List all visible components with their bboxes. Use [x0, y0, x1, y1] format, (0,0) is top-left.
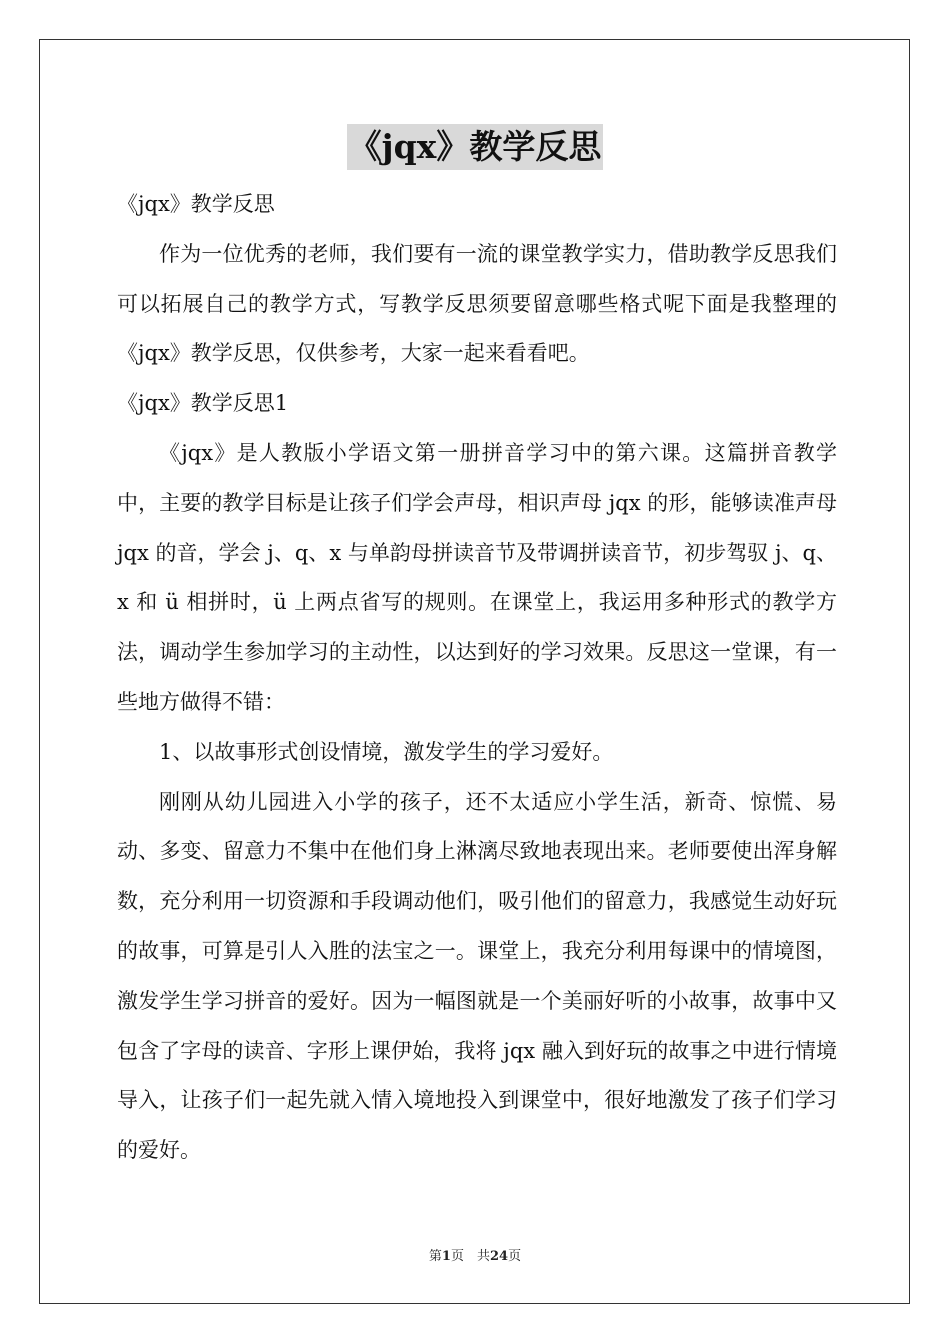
page-footer	[0, 1245, 950, 1264]
footer-mid: 页 共	[450, 1249, 490, 1264]
document-title: 《jqx》教学反思	[347, 124, 604, 170]
title-container	[0, 124, 950, 170]
body-paragraph: 1、以故事形式创设情境，激发学生的学习爱好。	[159, 739, 614, 764]
intro-paragraph: 作为一位优秀的老师，我们要有一流的课堂教学实力，借助教学反思我们可以拓展自己的教学方式，写教学反思须要留意哪些格式呢下面是我整理的《jqx》教学反思，仅供参考，大家一起来看看吧。	[117, 241, 837, 366]
body-paragraph: 刚刚从幼儿园进入小学的孩子，还不太适应小学生活，新奇、惊慌、易动、多变、留意力不集中在他们身上淋漓尽致地表现出来。老师要使出浑身解数，充分利用一切资源和手段调动他们，吸引他们的留意力，我感觉生动好玩的故事，可算是引人入胜的法宝之一。课堂上，我充分利用每课中的情境图，激发学生学习拼音的爱好。因为一幅图就是一个美丽好听的小故事，故事中又包含了字母的读音、字形上课伊始，我将 jqx 融入到好玩的故事之中进行情境导入，让孩子们一起先就入情入境地投入到课堂中，很好地激发了孩子们学习的爱好。	[117, 789, 837, 1163]
footer-page-current: 1	[441, 1249, 451, 1264]
footer-suffix: 页	[508, 1249, 522, 1264]
section-heading: 《jqx》教学反思1	[117, 391, 289, 416]
document-body	[117, 180, 837, 1176]
footer-prefix: 第	[428, 1249, 442, 1264]
footer-page-total: 24	[489, 1249, 509, 1264]
subtitle: 《jqx》教学反思	[117, 192, 275, 216]
body-paragraph: 《jqx》是人教版小学语文第一册拼音学习中的第六课。这篇拼音教学中，主要的教学目标是让孩子们学会声母，相识声母 jqx 的形，能够读准声母 jqx 的音，学会 j、q、x 与单韵母拼读音节及带调拼读音节，初步驾驭 j、q、x 和 ü 相拼时，ü 上两点省写的规则。在课堂上，我运用多种形式的教学方法，调动学生参加学习的主动性，以达到好的学习效果。反思这一堂课，有一些地方做得不错：	[117, 440, 837, 714]
